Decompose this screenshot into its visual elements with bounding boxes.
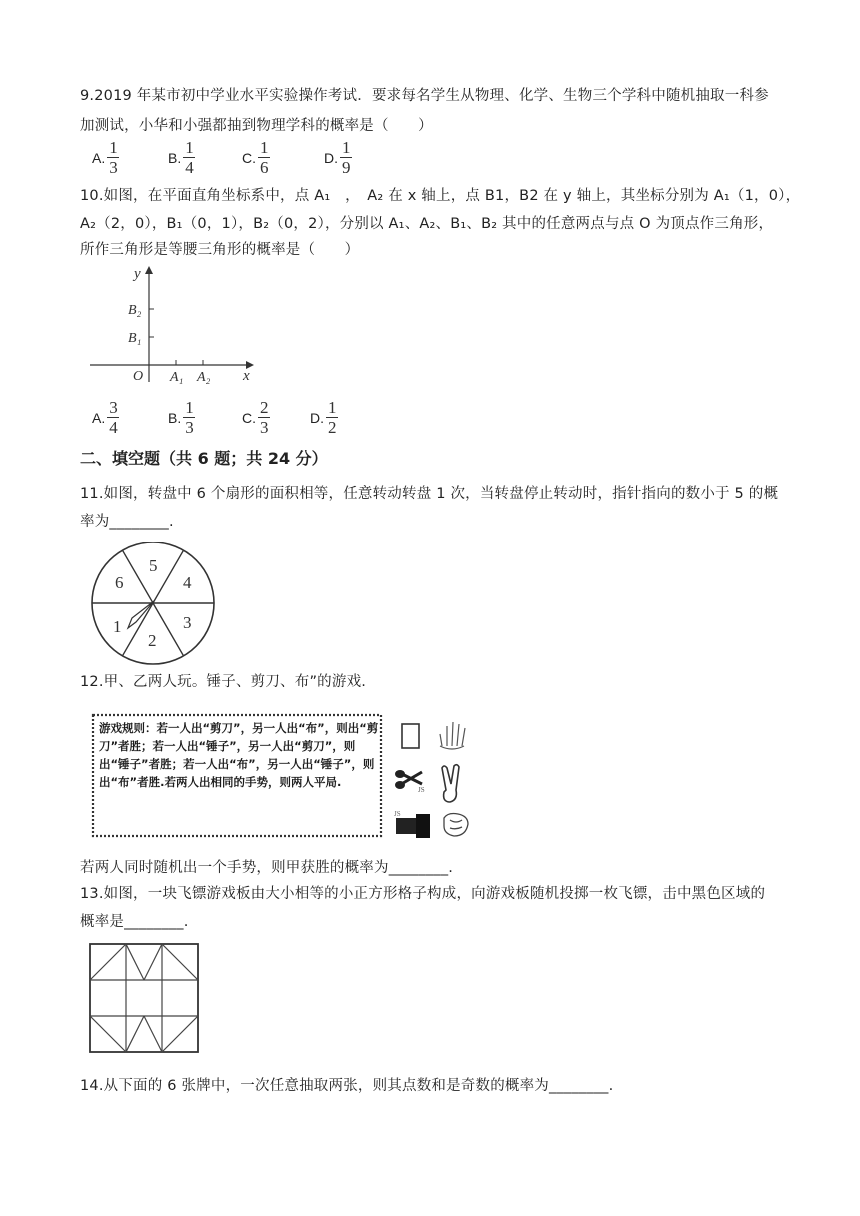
- fraction-numerator: 1: [185, 398, 194, 417]
- svg-text:JS: JS: [394, 810, 401, 818]
- q10-option-a[interactable]: [92, 398, 120, 437]
- fraction-denominator: 4: [185, 158, 194, 177]
- fraction-denominator: 3: [185, 418, 194, 437]
- q10-text-line2: A₂（2，0），B₁（0，1），B₂（0，2），分别以 A₁、A₂、B₁、B₂ 其中的任意两点与点 O 为顶点作三角形，: [80, 216, 774, 232]
- a1-label: A₁: [170, 370, 184, 385]
- option-label: C.: [242, 149, 256, 166]
- option-label: B.: [168, 149, 182, 166]
- fraction-denominator: 3: [109, 158, 118, 177]
- q10-text-line1: 10.如图，在平面直角坐标系中，点 A₁ ， A₂ 在 x 轴上，点 B1，B2 在 y 轴上，其坐标分别为 A₁（1，0），: [80, 188, 801, 204]
- b2-label: B₂: [128, 303, 142, 318]
- fraction-numerator: 2: [260, 398, 269, 417]
- coordinate-figure: [88, 262, 260, 386]
- fraction-numerator: 3: [109, 398, 118, 417]
- q12-text-line2: 若两人同时随机出一个手势，则甲获胜的概率为________.: [80, 860, 454, 876]
- fraction: [183, 398, 196, 437]
- spinner-number-2: 2: [148, 631, 157, 650]
- fraction-denominator: 2: [328, 418, 337, 437]
- fraction: [107, 398, 120, 437]
- q9-option-b[interactable]: [168, 138, 196, 177]
- fraction-denominator: 9: [342, 158, 351, 177]
- option-label: D.: [324, 149, 338, 166]
- x-axis-label: x: [243, 368, 250, 384]
- scissors-icon: [395, 770, 425, 794]
- q9-option-d[interactable]: [324, 138, 353, 177]
- fraction: [258, 398, 271, 437]
- fraction: [258, 138, 271, 177]
- hand-gestures-figure: [392, 714, 476, 842]
- game-rules-text: 游戏规则：若一人出“剪刀”，另一人出“布”，则出“剪刀”者胜；若一人出“锤子”，另一人出“剪刀”，则出“锤子”者胜；若一人出“布”，另一人出“锤子”，则出“布”者胜.若两人出相同的手势，则两人平局.: [99, 721, 379, 789]
- option-label: A.: [92, 409, 106, 426]
- q9-text-line2: 加测试，小华和小强都抽到物理学科的概率是（ ）: [80, 118, 433, 134]
- fraction: [340, 138, 353, 177]
- dartboard-outline: [90, 944, 198, 1052]
- q13-text-line2: 概率是________.: [80, 914, 189, 930]
- fraction: [107, 138, 120, 177]
- q10-text-line3: 所作三角形是等腰三角形的概率是（ ）: [80, 242, 360, 258]
- open-palm-icon: [440, 722, 465, 749]
- spinner-number-1: 1: [113, 617, 122, 636]
- fist-icon: [444, 814, 468, 837]
- spinner-number-4: 4: [183, 573, 192, 592]
- q9-option-c[interactable]: [242, 138, 271, 177]
- spinner-number-3: 3: [183, 613, 192, 632]
- section-title: 二、填空题（共 6 题；共 24 分）: [80, 449, 328, 468]
- fraction-denominator: 4: [109, 418, 118, 437]
- spinner-number-5: 5: [149, 556, 158, 575]
- q14-text-line1: 14.从下面的 6 张牌中，一次任意抽取两张，则其点数和是奇数的概率为________.: [80, 1078, 614, 1094]
- fraction-numerator: 1: [260, 138, 269, 157]
- y-axis-label: y: [134, 266, 141, 282]
- q12-text-line1: 12.甲、乙两人玩。锤子、剪刀、布”的游戏.: [80, 674, 367, 690]
- option-label: B.: [168, 409, 182, 426]
- fraction-numerator: 1: [328, 398, 337, 417]
- svg-text:JS: JS: [418, 786, 425, 794]
- q10-option-d[interactable]: [310, 398, 339, 437]
- fraction: [326, 398, 339, 437]
- b1-label: B₁: [128, 331, 142, 346]
- q11-text-line2: 率为________.: [80, 514, 174, 530]
- hammer-icon: [394, 810, 430, 838]
- q9-text-line1: 9.2019 年某市初中学业水平实验操作考试．要求每名学生从物理、化学、生物三个学科中随机抽取一科参: [80, 88, 769, 104]
- q9-option-a[interactable]: [92, 138, 120, 177]
- origin-label: O: [133, 369, 144, 384]
- spinner-number-6: 6: [115, 573, 124, 592]
- fraction-numerator: 1: [185, 138, 194, 157]
- q11-text-line1: 11.如图，转盘中 6 个扇形的面积相等，任意转动转盘 1 次，当转盘停止转动时，指针指向的数小于 5 的概: [80, 486, 779, 502]
- fraction-denominator: 3: [260, 418, 269, 437]
- option-label: C.: [242, 409, 256, 426]
- spinner-figure: [88, 542, 222, 668]
- fraction-numerator: 1: [342, 138, 351, 157]
- q10-option-c[interactable]: [242, 398, 271, 437]
- option-label: D.: [310, 409, 324, 426]
- fraction-denominator: 6: [260, 158, 269, 177]
- dartboard-figure: [88, 942, 202, 1056]
- y-axis-arrow-icon: [145, 266, 153, 274]
- a2-label: A₂: [197, 370, 211, 385]
- q10-option-b[interactable]: [168, 398, 196, 437]
- paper-icon: [402, 724, 419, 748]
- fraction-numerator: 1: [109, 138, 118, 157]
- option-label: A.: [92, 149, 106, 166]
- game-rules-box: [91, 713, 383, 838]
- victory-hand-icon: [442, 765, 459, 802]
- fraction: [183, 138, 196, 177]
- q13-text-line1: 13.如图，一块飞镖游戏板由大小相等的小正方形格子构成，向游戏板随机投掷一枚飞镖，击中黑色区域的: [80, 886, 766, 902]
